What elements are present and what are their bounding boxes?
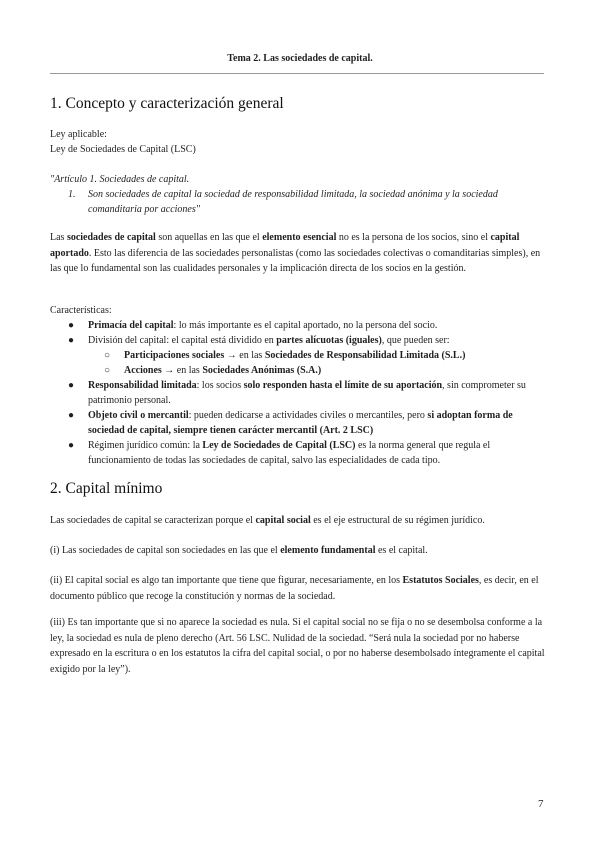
bold-run: si adoptan forma de sociedad de capital, siempre tienen carácter mercantil (Art. 2 LSC) bbox=[88, 410, 513, 436]
text-run: no es la persona de los socios, sino el bbox=[336, 232, 491, 243]
text-run: (ii) El capital social es algo tan importante que tiene que figurar, necesariamente, en los bbox=[50, 575, 403, 586]
text-run: , que pueden ser: bbox=[381, 335, 450, 346]
bold-run: Objeto civil o mercantil bbox=[88, 410, 189, 421]
text-run: es el eje estructural de su régimen jurídico. bbox=[310, 515, 485, 526]
text-run: Las sociedades de capital se caracterizan porque el bbox=[50, 515, 256, 526]
text-run: , sin comprometer su patrimonio personal. bbox=[88, 380, 526, 406]
bold-run: capital aportado bbox=[50, 232, 520, 259]
caracteristicas-label: Características: bbox=[50, 305, 112, 316]
bold-run: partes alícuotas (iguales) bbox=[276, 335, 382, 346]
text-run: (i) Las sociedades de capital son sociedades en las que el bbox=[50, 545, 281, 556]
bold-run: Responsabilidad limitada bbox=[88, 380, 197, 391]
bold-run: Sociedades Anónimas (S.A.) bbox=[202, 365, 322, 376]
bold-run: solo responden hasta el límite de su aportación bbox=[243, 380, 443, 391]
quote-item-line-1: Son sociedades de capital la sociedad de responsabilidad limitada, la sociedad anónima y la sociedad bbox=[88, 189, 498, 200]
capital-paragraph-4: (iii) Es tan importante que si no aparece la sociedad es nula. Si el capital social no se fija o no se desembolsa conforme a la ley, la sociedad es nula de pleno derecho (Art. 56 LSC. Nulidad de la sociedad. “Será nula la sociedad por no haberse expresado en la escritura o en los estatutos la cifra del capital social, o por no haberse desembolsado íntegramente el capital exigido por la ley”). bbox=[50, 617, 545, 675]
header-divider bbox=[50, 73, 544, 74]
text-run: : los socios bbox=[196, 380, 244, 391]
bold-run: Sociedades de Responsabilidad Limitada (S.L.) bbox=[264, 350, 466, 361]
section-1-heading: 1. Concepto y caracterización general bbox=[50, 95, 284, 112]
bold-run: Participaciones sociales → bbox=[124, 350, 237, 361]
characteristics-list-continued bbox=[68, 378, 545, 468]
list-item: ● División del capital: el capital está dividido en partes alícuotas (iguales), que pueden ser: bbox=[68, 335, 450, 346]
text-run: son aquellas en las que el bbox=[155, 232, 263, 243]
bold-run: Acciones bbox=[124, 365, 162, 376]
text-run: División del capital: el capital está dividido en bbox=[88, 335, 277, 346]
list-item: ○ Participaciones sociales → en las Sociedades de Responsabilidad Limitada (S.L.) bbox=[104, 350, 466, 361]
quote-title: "Artículo 1. Sociedades de capital. bbox=[50, 174, 190, 185]
capital-paragraph-3 bbox=[50, 573, 545, 604]
page-header-title: Tema 2. Las sociedades de capital. bbox=[227, 53, 373, 64]
characteristics-list bbox=[68, 318, 545, 348]
text-run: es el capital. bbox=[375, 545, 428, 556]
bold-run: elemento esencial bbox=[262, 232, 337, 243]
bold-run: sociedades de capital bbox=[66, 232, 156, 243]
text-run: . Esto las diferencia de las sociedades personalistas (como las sociedades colectivas o comanditarias simples), en las que lo fundamental son las cualidades personales y la implicación directa de los socios en la gestión. bbox=[50, 247, 541, 274]
list-item: ● Responsabilidad limitada: los socios solo responden hasta el límite de su aportación, sin comprometer su patrimonio personal. bbox=[68, 380, 526, 406]
bold-run: Ley de Sociedades de Capital (LSC) bbox=[202, 440, 356, 451]
bold-run: Primacía del capital bbox=[88, 320, 174, 331]
bold-run: elemento fundamental bbox=[280, 545, 376, 556]
section-2-heading: 2. Capital mínimo bbox=[50, 480, 163, 497]
text-run: Régimen jurídico común: la bbox=[88, 440, 203, 451]
capital-paragraph-2 bbox=[50, 543, 545, 559]
text-run: es la norma general que regula el funcionamiento de todas las sociedades de capital, salvo las especialidades de cada tipo. bbox=[88, 440, 491, 466]
text-run: en las bbox=[236, 350, 265, 361]
bold-run: Estatutos Sociales bbox=[402, 575, 479, 586]
ley-aplicable-label: Ley aplicable: bbox=[50, 129, 107, 140]
list-item: ● Régimen jurídico común: la Ley de Sociedades de Capital (LSC) es la norma general que regula el funcionamiento de todas las sociedades de capital, salvo las especialidades de cada tipo. bbox=[68, 440, 491, 466]
capital-paragraph-1 bbox=[50, 513, 545, 529]
quote-item-line-2: comanditaria por acciones" bbox=[88, 204, 200, 215]
ley-aplicable-name: Ley de Sociedades de Capital (LSC) bbox=[50, 144, 196, 155]
page-number: 7 bbox=[538, 798, 544, 810]
bold-run: capital social bbox=[255, 515, 311, 526]
capital-division-sublist bbox=[104, 348, 544, 378]
list-item: ● Objeto civil o mercantil: pueden dedicarse a actividades civiles o mercantiles, pero si adoptan forma de sociedad de capital, siempre tienen carácter mercantil (Art. 2 LSC) bbox=[68, 410, 513, 436]
list-item: ○ Acciones → en las Sociedades Anónimas (S.A.) bbox=[104, 365, 322, 376]
text-run: Las bbox=[50, 232, 67, 243]
text-run: : lo más importante es el capital aportado, no la persona del socio. bbox=[173, 320, 438, 331]
text-run: → en las bbox=[161, 365, 203, 376]
quote-item-number: 1. bbox=[68, 189, 76, 200]
list-item: ● Primacía del capital: lo más importante es el capital aportado, no la persona del socio. bbox=[68, 320, 438, 331]
text-run: , es decir, en el documento público que recoge la constitución y normas de la sociedad. bbox=[50, 575, 539, 602]
definition-paragraph bbox=[50, 230, 545, 277]
text-run: : pueden dedicarse a actividades civiles o mercantiles, pero bbox=[188, 410, 428, 421]
